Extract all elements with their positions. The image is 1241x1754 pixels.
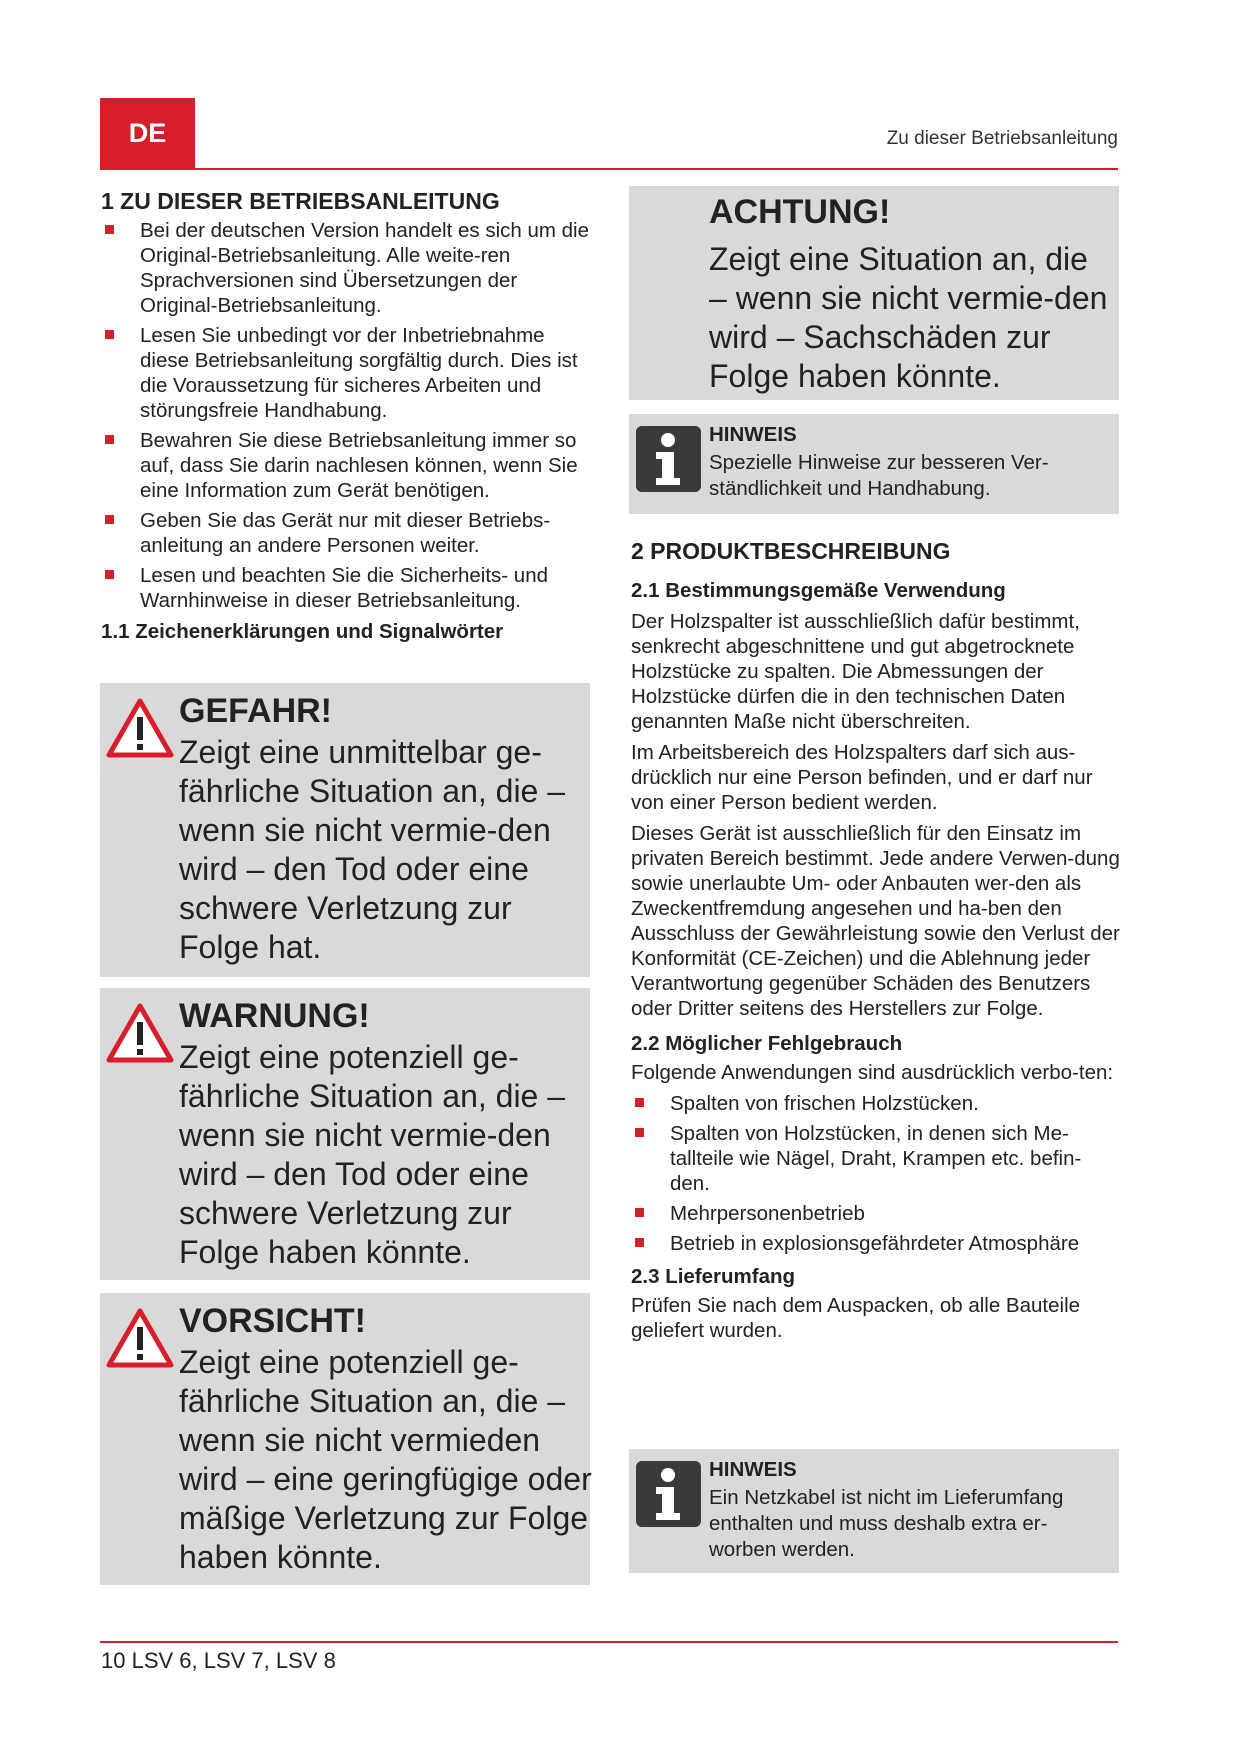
list-item: Lesen Sie unbedingt vor der Inbetriebnahme diese Betriebsanleitung sorgfältig durch. Dies ist die Voraussetzung für sicheres Arbeiten und störungsfreie Handhabung.: [101, 323, 591, 423]
bullet-square-icon: [105, 435, 114, 444]
section-2-title: 2 PRODUKTBESCHREIBUNG: [631, 538, 951, 564]
warning-box: [100, 988, 590, 1280]
footer-rule: [100, 1641, 1118, 1643]
header-rule: [100, 168, 1118, 170]
note-text: Spezielle Hinweise zur besseren Ver-ständlichkeit und Handhabung.: [709, 451, 1049, 500]
warning-triangle-icon: [106, 1002, 174, 1064]
warning-triangle-icon: [106, 1307, 174, 1369]
bullet-square-icon: [635, 1128, 644, 1137]
note-title: HINWEIS: [709, 1458, 797, 1481]
section-1-list: [101, 218, 591, 613]
note-title: HINWEIS: [709, 423, 797, 446]
paragraph: Folgende Anwendungen sind ausdrücklich verbo-ten:: [631, 1061, 1114, 1084]
paragraph: Dieses Gerät ist ausschließlich für den Einsatz im privaten Bereich bestimmt. Jede andere Verwen-dung sowie unerlaubte Um- oder Anbauten wer-den als Zweckentfremdung angesehen und ha-ben den Ausschluss der Gewährleistung sowie den Verlust der Konformität (CE-Zeichen) und die Ablehnung jeder Verantwortung gegenüber Schäden des Benutzers oder Dritter seitens des Herstellers zur Folge.: [631, 822, 1120, 1020]
paragraph: Prüfen Sie nach dem Auspacken, ob alle Bauteile geliefert wurden.: [631, 1294, 1081, 1342]
subsection-2-3-title: 2.3 Lieferumfang: [631, 1265, 796, 1288]
caution-title: VORSICHT!: [179, 1302, 366, 1340]
warning-title: WARNUNG!: [179, 997, 370, 1035]
bullet-square-icon: [635, 1208, 644, 1217]
attention-box: [629, 186, 1119, 400]
list-item: Bewahren Sie diese Betriebsanleitung immer so auf, dass Sie darin nachlesen können, wenn Sie eine Information zum Gerät benötigen.: [101, 428, 591, 503]
attention-text: Zeigt eine Situation an, die – wenn sie nicht vermie-den wird – Sachschäden zur Folge haben könnte.: [709, 241, 1108, 394]
paragraph: Im Arbeitsbereich des Holzspalters darf sich aus-drücklich nur eine Person befinden, und er darf nur von einer Person bedient werden.: [631, 741, 1093, 814]
bullet-square-icon: [635, 1238, 644, 1247]
list-item: Spalten von frischen Holzstücken.: [631, 1091, 1121, 1116]
warning-text: Zeigt eine potenziell ge-fährliche Situation an, die – wenn sie nicht vermie-den wird – den Tod oder eine schwere Verletzung zur Folge haben könnte.: [179, 1039, 566, 1270]
running-header: Zu dieser Betriebsanleitung: [886, 128, 1118, 149]
info-icon: [636, 1461, 701, 1527]
list-item: Spalten von Holzstücken, in denen sich Me-tallteile wie Nägel, Draht, Krampen etc. befin-den.: [631, 1121, 1121, 1196]
danger-text: Zeigt eine unmittelbar ge-fährliche Situation an, die – wenn sie nicht vermie-den wird – den Tod oder eine schwere Verletzung zur Folge hat.: [179, 734, 566, 965]
misuse-list: [631, 1091, 1121, 1256]
bullet-square-icon: [635, 1098, 644, 1107]
list-item: Betrieb in explosionsgefährdeter Atmosphäre: [631, 1231, 1121, 1256]
bullet-square-icon: [105, 225, 114, 234]
caution-text: Zeigt eine potenziell ge-fährliche Situation an, die – wenn sie nicht vermieden wird – eine geringfügige oder mäßige Verletzung zur Folge haben könnte.: [179, 1344, 592, 1575]
paragraph: Der Holzspalter ist ausschließlich dafür bestimmt, senkrecht abgeschnittene und gut abgetrocknete Holzstücke zu spalten. Die Abmessungen der Holzstücke dürfen die in den technischen Daten genannten Maße nicht überschreiten.: [631, 610, 1080, 733]
subsection-2-1-title: 2.1 Bestimmungsgemäße Verwendung: [631, 579, 1006, 602]
left-column: [101, 186, 591, 645]
right-column: [631, 536, 1121, 1343]
bullet-square-icon: [105, 515, 114, 524]
subsection-2-2-title: 2.2 Möglicher Fehlgebrauch: [631, 1032, 903, 1055]
page-footer: 10 LSV 6, LSV 7, LSV 8: [101, 1648, 336, 1673]
danger-title: GEFAHR!: [179, 692, 332, 730]
list-item: Geben Sie das Gerät nur mit dieser Betriebs-anleitung an andere Personen weiter.: [101, 508, 591, 558]
list-item: Mehrpersonenbetrieb: [631, 1201, 1121, 1226]
warning-triangle-icon: [106, 697, 174, 759]
info-icon: [636, 426, 701, 492]
note-text: Ein Netzkabel ist nicht im Lieferumfang enthalten und muss deshalb extra er-worben werden.: [709, 1486, 1064, 1561]
list-item: Lesen und beachten Sie die Sicherheits- und Warnhinweise in dieser Betriebsanleitung.: [101, 563, 591, 613]
bullet-square-icon: [105, 570, 114, 579]
list-item: Bei der deutschen Version handelt es sich um die Original-Betriebsanleitung. Alle weite-ren Sprachversionen sind Übersetzungen der Original-Betriebsanleitung.: [101, 218, 591, 318]
attention-title: ACHTUNG!: [709, 193, 891, 231]
note-box-2: [629, 1449, 1119, 1573]
bullet-square-icon: [105, 330, 114, 339]
section-1-title: 1 ZU DIESER BETRIEBSANLEITUNG: [101, 188, 500, 214]
caution-box: [100, 1293, 590, 1585]
language-tab: DE: [100, 98, 195, 168]
danger-box: [100, 683, 590, 977]
note-box-1: [629, 414, 1119, 514]
subsection-1-1-title: 1.1 Zeichenerklärungen und Signalwörter: [101, 620, 504, 643]
